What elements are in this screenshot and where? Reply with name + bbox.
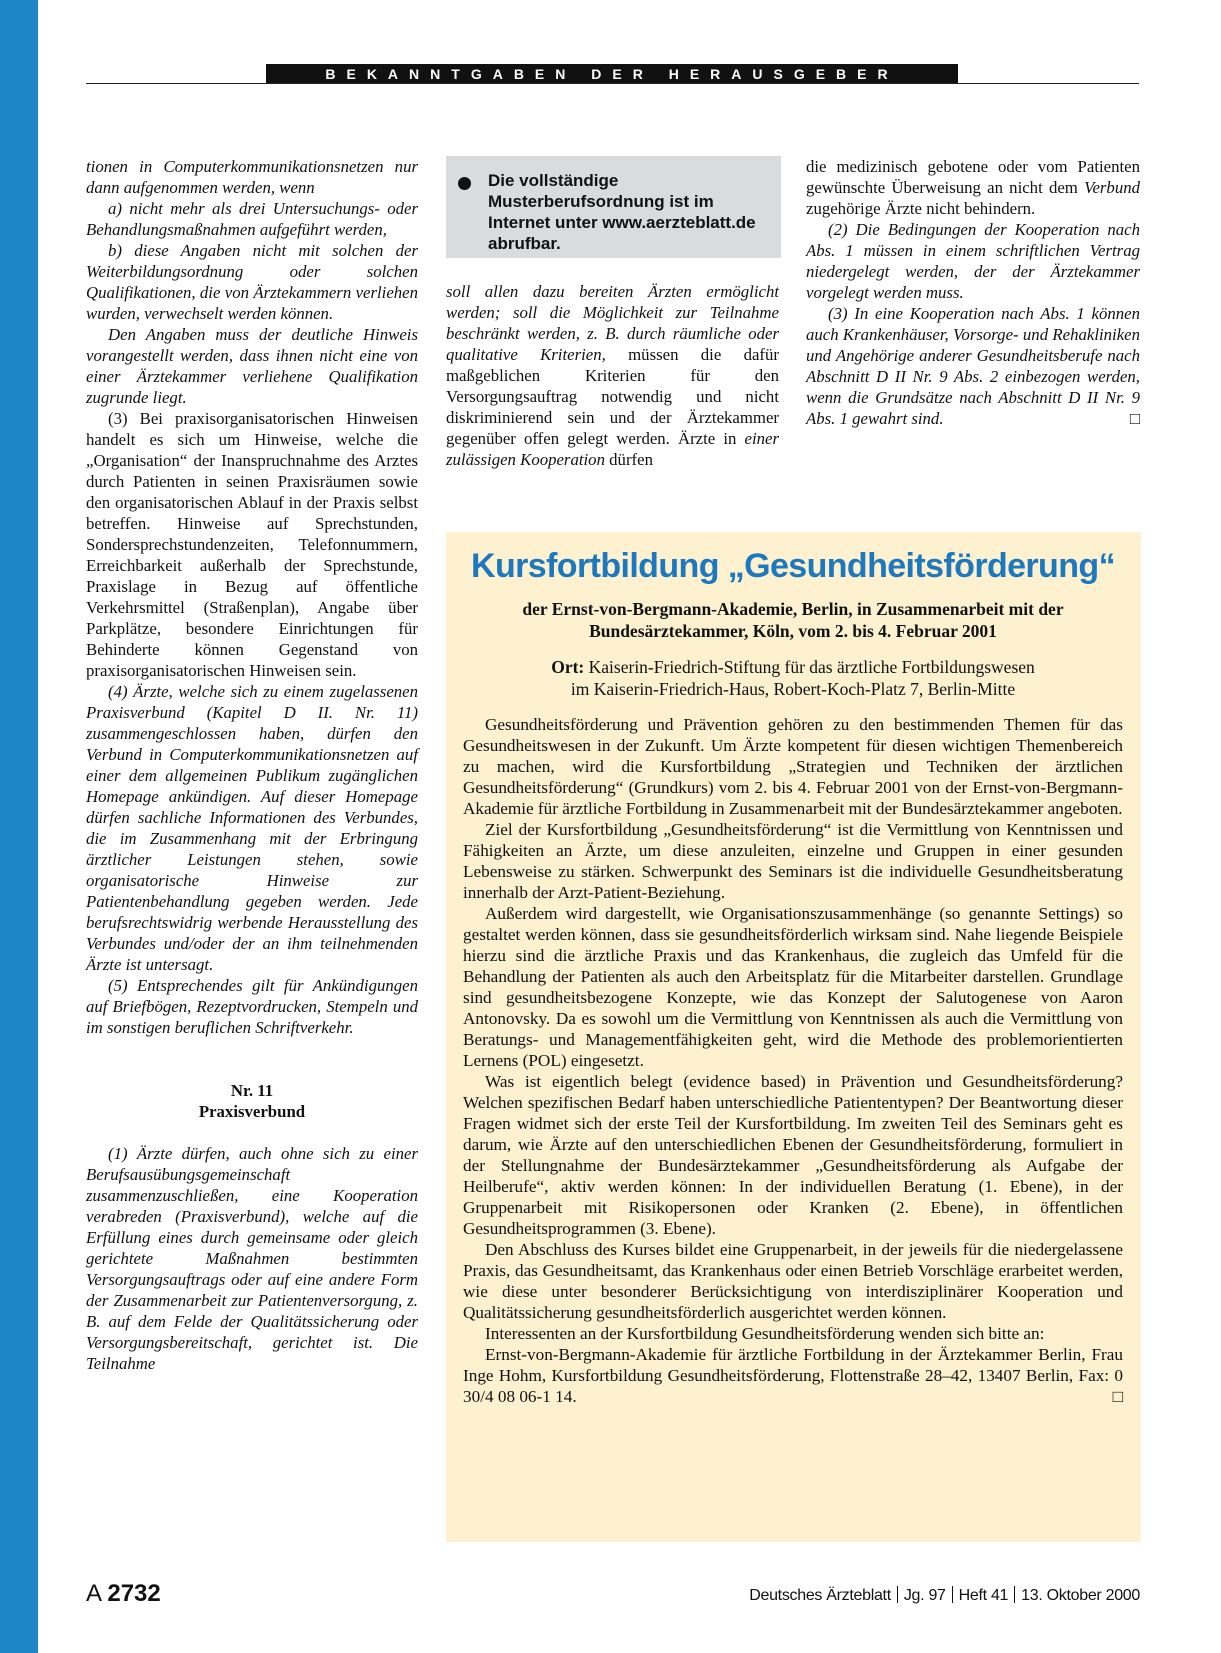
italic-text: Verbund xyxy=(1084,178,1140,197)
course-body xyxy=(463,714,1123,1407)
journal-volume: Jg. 97 xyxy=(903,1587,946,1604)
paragraph: (5) Entsprechendes gilt für Ankündigungen auf Briefbögen, Rezeptvordrucken, Stempeln und im sonstigen beruflichen Schriftverkehr. xyxy=(86,976,418,1037)
course-title: Kursfortbildung „Gesundheitsförderung“ xyxy=(471,547,1115,585)
paragraph: (3) Bei praxisorganisatorischen Hinweisen handelt es sich um Hinweise, welche die „Organisation“ der Inanspruchnahme des Arztes durch Patienten in seinen Praxisräumen sowie den organisatorischen Ablauf in der Praxis selbst betreffen. Hinweise auf Sprechstunden, Sondersprechstundenzeiten, Telefonnummern, Erreichbarkeit außerhalb der Sprechstunde, Praxislage in Bezug auf öffentliche Verkehrsmittel (Straßenplan), Angabe über Parkplätze, besondere Einrichtungen für Behinderte können Gegenstand von praxisorganisatorischen Hinweisen sein. xyxy=(86,409,418,680)
course-announcement-box xyxy=(446,532,1141,1542)
paragraph: Was ist eigentlich belegt (evidence based) in Prävention und Gesundheitsförderung? Welchen spezifischen Bedarf haben unterschiedliche Patiententypen? Der Beantwortung dieser Fragen widmet sich der erste Teil der Kursfortbildung. Im zweiten Teil des Seminars geht es darum, wie Ärzte auf den unterschiedlichen Ebenen der Gesundheitsförderung, formuliert in der Stellungnahme der Bundesärztekammer „Gesundheitsförderung als Aufgabe der Heilberufe“, aktiv werden können: In der individuellen Beratung (1. Ebene), in der Gruppenarbeit mit Risikopersonen oder Kranken (2. Ebene), in öffentlichen Gesundheitsprogrammen (3. Ebene). xyxy=(463,1072,1123,1238)
column-middle xyxy=(446,281,779,470)
divider xyxy=(952,1586,953,1603)
internet-callout xyxy=(446,156,781,258)
paragraph: (2) Die Bedingungen der Kooperation nach Abs. 1 müssen in einem schriftlichen Vertrag niedergelegt werden, der der Ärztekammer vorgelegt werden muss. xyxy=(806,220,1140,302)
bullet-icon xyxy=(458,177,471,190)
section-title: Praxisverbund xyxy=(198,1102,306,1121)
paragraph: Gesundheitsförderung und Prävention gehören zu den bestimmenden Themen für das Gesundheitswesen in der Zukunft. Um Ärzte kompetent für diesen wichtigen Themenbereich zu machen, wird die Kursfortbildung „Strategien und Techniken der ärztlichen Gesundheitsförderung“ (Grundkurs) vom 2. bis 4. Februar 2001 von der Ernst-von-Bergmann-Akademie für ärztliche Fortbildung in Zusammenarbeit mit der Bundesärztekammer angeboten. xyxy=(463,715,1123,818)
paragraph: Interessenten an der Kursfortbildung Gesundheitsförderung wenden sich bitte an: xyxy=(485,1324,1045,1343)
divider xyxy=(1014,1586,1015,1603)
journal-date: 13. Oktober 2000 xyxy=(1021,1587,1140,1604)
paragraph xyxy=(806,303,1140,429)
page-number-value: 2732 xyxy=(107,1580,161,1607)
italic-text: soll allen dazu bereiten Ärzten ermöglicht werden; soll die Möglichkeit zur Teilnahme beschränkt werden, z. B. durch räumliche oder qualitative Kriterien, xyxy=(446,282,779,364)
end-of-article-mark: □ xyxy=(1112,1387,1123,1406)
column-left xyxy=(86,156,418,1374)
column-right xyxy=(806,156,1140,429)
text: müssen die dafür maßgeblichen Kriterien für den Versorgungsauftrag notwendig und nicht diskriminierend sein und der Ärztekammer gegenüber offen gelegt werden. Ärzte in xyxy=(446,345,779,448)
paragraph: tionen in Computerkommunikationsnetzen nur dann aufgenommen werden, wenn xyxy=(86,157,418,197)
text: die medizinisch gebotene oder vom Patienten gewünschte Überweisung an nicht dem xyxy=(806,157,1140,197)
paragraph xyxy=(806,156,1140,219)
paragraph: (4) Ärzte, welche sich zu einem zugelassenen Praxisverbund (Kapitel D II. Nr. 11) zusammengeschlossen haben, dürfen den Verbund in Computerkommunikationsnetzen auf einer dem allgemeinen Publikum zugänglichen Homepage ankündigen. Auf dieser Homepage dürfen sachliche Informationen des Verbundes, die im Zusammenhang mit der Erbringung ärztlicher Leistungen stehen, sowie organisatorische Hinweise zur Patientenbehandlung gegeben werden. Jede berufsrechtswidrig werbende Herausstellung des Verbundes und/oder der an ihm teilnehmenden Ärzte ist untersagt. xyxy=(86,682,418,974)
paragraph: Den Abschluss des Kurses bildet eine Gruppenarbeit, in der jeweils für die niedergelassene Praxis, das Gesundheitsamt, das Krankenhaus oder einen Betrieb Vorschläge erarbeitet werden, wie diese unter besonderer Berücksichtigung von interdisziplinärer Kooperation und Qualitätssicherung gesundheitsförderlich ausgerichtet werden können. xyxy=(463,1240,1123,1322)
page-prefix: A xyxy=(86,1580,101,1607)
text: zugehörige Ärzte nicht behindern. xyxy=(806,199,1036,218)
text: dürfen xyxy=(604,450,653,469)
paragraph: a) nicht mehr als drei Untersuchungs- oder Behandlungsmaßnahmen aufgeführt werden, xyxy=(86,199,418,239)
text: (3) In eine Kooperation nach Abs. 1 können auch Krankenhäuser, Vorsorge- und Rehakliniken und Angehörige anderer Gesundheitsberufe nach Abschnitt D II Nr. 9 Abs. 2 einbezogen werden, wenn die Grundsätze nach Abschnitt D II Nr. 9 Abs. 1 gewahrt sind. xyxy=(806,304,1140,428)
location-line: Kaiserin-Friedrich-Stiftung für das ärztliche Fortbildungswesen xyxy=(584,657,1035,677)
end-of-article-mark: □ xyxy=(1129,409,1140,428)
paragraph: Den Angaben muss der deutliche Hinweis vorangestellt werden, dass ihnen nicht eine von einer Ärztekammer verliehene Qualifikation zugrunde liegt. xyxy=(86,325,418,407)
journal-issue: Heft 41 xyxy=(958,1587,1009,1604)
paragraph: Ziel der Kursfortbildung „Gesundheitsförderung“ ist die Vermittlung von Kenntnissen und Fähigkeiten an Ärzte, um diese anzuleiten, einzelne und Gruppen in einer gesunden Lebensweise zu stärken. Schwerpunkt des Seminars ist die individuelle Gesundheitsberatung innerhalb der Arzt-Patient-Beziehung. xyxy=(463,820,1123,902)
journal-reference xyxy=(749,1586,1140,1606)
course-subtitle: der Ernst-von-Bergmann-Akademie, Berlin, in Zusammenarbeit mit der Bundesärztekammer, Köln, vom 2. bis 4. Februar 2001 xyxy=(522,599,1064,641)
journal-name: Deutsches Ärzteblatt xyxy=(749,1587,891,1604)
location-label: Ort: xyxy=(551,657,585,677)
callout-text: Die vollständige Musterberufsordnung ist im Internet unter www.aerzteblatt.de abrufbar. xyxy=(488,171,756,253)
contact-text: Ernst-von-Bergmann-Akademie für ärztliche Fortbildung in der Ärztekammer Berlin, Frau Inge Hohm, Kursfortbildung Gesundheitsförderung, Flottenstraße 28–42, 13407 Berlin, Fax: 0 30/4 08 06-1 14. xyxy=(463,1345,1123,1406)
paragraph: Außerdem wird dargestellt, wie Organisationszusammenhänge (so genannte Settings) so gestaltet werden können, dass sie gesundheitsförderlich wirksam sind. Nahe liegende Beispiele hierzu sind die ärztliche Praxis und das Krankenhaus, die zugleich das Umfeld für die Behandlung der Patienten als auch den Arbeitsplatz für die Mitarbeiter darstellen. Grundlage sind gesundheitsbezogene Konzepte, wie das Konzept der Salutogenese von Aaron Antonovsky. Da es sowohl um die Vermittlung von Kenntnissen als auch die Vermittlung von Beratungs- und Managementfähigkeiten geht, wird die Methode des problemorientierten Lernens (POL) eingesetzt. xyxy=(463,904,1123,1070)
course-location xyxy=(463,656,1123,700)
paragraph: (1) Ärzte dürfen, auch ohne sich zu einer Berufsausübungsgemeinschaft zusammenzuschließen, eine Kooperation verabreden (Praxisverbund), welche auf die Erfüllung eines durch gemeinsame oder gleich gerichtete Maßnahmen bestimmten Versorgungsauftrags oder auf eine andere Form der Zusammenarbeit zur Patientenversorgung, z. B. auf dem Felde der Qualitätssicherung oder Versorgungsbereitschaft, gerichtet ist. Die Teilnahme xyxy=(86,1144,418,1373)
blue-margin-strip xyxy=(0,0,38,1653)
location-line: im Kaiserin-Friedrich-Haus, Robert-Koch-Platz 7, Berlin-Mitte xyxy=(570,679,1016,699)
page-number xyxy=(86,1580,161,1608)
paragraph xyxy=(446,281,779,470)
section-number: Nr. 11 xyxy=(230,1081,274,1100)
header-rule xyxy=(86,83,1139,84)
paragraph xyxy=(463,1344,1123,1407)
divider xyxy=(897,1586,898,1603)
section-header: BEKANNTGABEN DER HERAUSGEBER xyxy=(266,64,958,84)
paragraph: b) diese Angaben nicht mit solchen der Weiterbildungsordnung oder solchen Qualifikationen, die von Ärztekammern verliehen wurden, verwechselt werden können. xyxy=(86,241,418,323)
italic-text: einer zulässigen Kooperation xyxy=(446,429,779,469)
